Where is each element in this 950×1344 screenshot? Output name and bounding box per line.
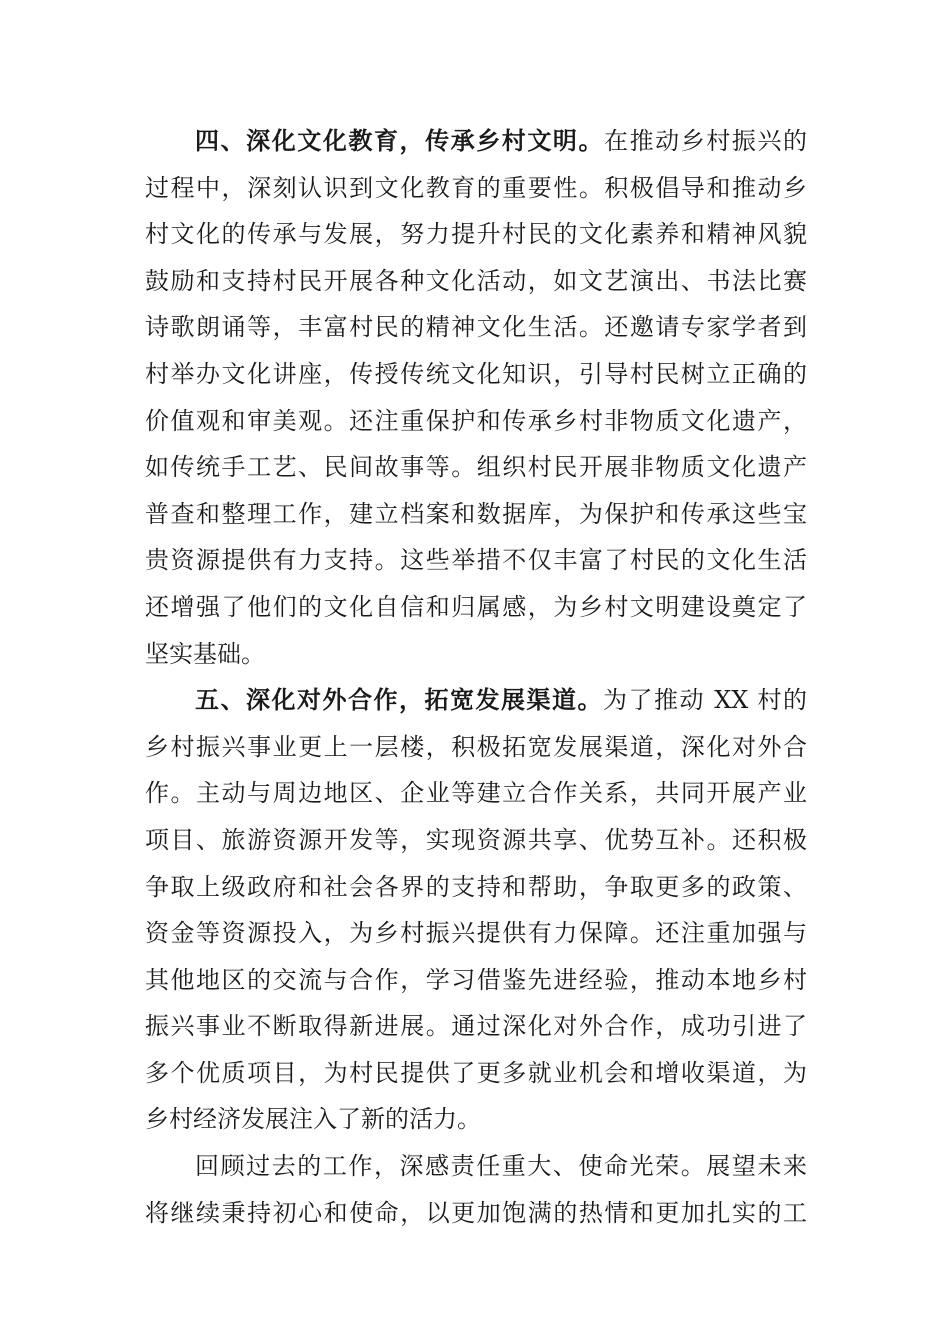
paragraph-line: 乡村经济发展注入了新的活力。 bbox=[145, 1105, 481, 1134]
paragraph-line: 其他地区的交流与合作，学习借鉴先进经验，推动本地乡村 bbox=[145, 965, 807, 994]
paragraph-line: 村文化的传承与发展，努力提升村民的文化素养和精神风貌 bbox=[145, 220, 807, 249]
paragraph-line: 还增强了他们的文化自信和归属感，为乡村文明建设奠定了 bbox=[145, 592, 807, 621]
paragraph-line: 过程中，深刻认识到文化教育的重要性。积极倡导和推动乡 bbox=[145, 173, 807, 202]
paragraph-line: 如传统手工艺、民间故事等。组织村民开展非物质文化遗产 bbox=[145, 453, 807, 482]
paragraph-line: 乡村振兴事业更上一层楼，积极拓宽发展渠道，深化对外合 bbox=[145, 732, 807, 761]
paragraph-line: 村举办文化讲座，传授传统文化知识，引导村民树立正确的 bbox=[145, 359, 807, 388]
paragraph-line: 作。主动与周边地区、企业等建立合作关系，共同开展产业 bbox=[145, 779, 807, 808]
document-body bbox=[145, 118, 807, 1236]
paragraph-line: 争取上级政府和社会各界的支持和帮助，争取更多的政策、 bbox=[145, 872, 807, 901]
paragraph-line: 诗歌朗诵等，丰富村民的精神文化生活。还邀请专家学者到 bbox=[145, 313, 807, 342]
section-heading: 五、深化对外合作，拓宽发展渠道。 bbox=[195, 686, 604, 715]
paragraph-line: 五、深化对外合作，拓宽发展渠道。为了推动 XX 村的 bbox=[195, 686, 807, 715]
paragraph-closing bbox=[145, 1143, 807, 1236]
section-heading: 四、深化文化教育，传承乡村文明。 bbox=[195, 127, 605, 155]
paragraph-line: 坚实基础。 bbox=[145, 639, 265, 668]
paragraph-section-4 bbox=[145, 118, 807, 677]
paragraph-line: 振兴事业不断取得新进展。通过深化对外合作，成功引进了 bbox=[145, 1012, 807, 1041]
paragraph-line: 鼓励和支持村民开展各种文化活动，如文艺演出、书法比赛 bbox=[145, 266, 807, 295]
paragraph-line: 资金等资源投入，为乡村振兴提供有力保障。还注重加强与 bbox=[145, 919, 807, 948]
paragraph-line: 普查和整理工作，建立档案和数据库，为保护和传承这些宝 bbox=[145, 499, 807, 528]
paragraph-line: 四、深化文化教育，传承乡村文明。在推动乡村振兴的 bbox=[195, 127, 808, 155]
paragraph-section-5 bbox=[145, 677, 807, 1143]
paragraph-line: 多个优质项目，为村民提供了更多就业机会和增收渠道，为 bbox=[145, 1058, 807, 1087]
paragraph-line: 项目、旅游资源开发等，实现资源共享、优势互补。还积极 bbox=[145, 825, 807, 854]
paragraph-line: 贵资源提供有力支持。这些举措不仅丰富了村民的文化生活 bbox=[145, 546, 807, 575]
paragraph-line: 价值观和审美观。还注重保护和传承乡村非物质文化遗产， bbox=[145, 406, 807, 435]
paragraph-line: 回顾过去的工作，深感责任重大、使命光荣。展望未来 bbox=[195, 1152, 807, 1181]
paragraph-line: 将继续秉持初心和使命，以更加饱满的热情和更加扎实的工 bbox=[145, 1198, 807, 1227]
